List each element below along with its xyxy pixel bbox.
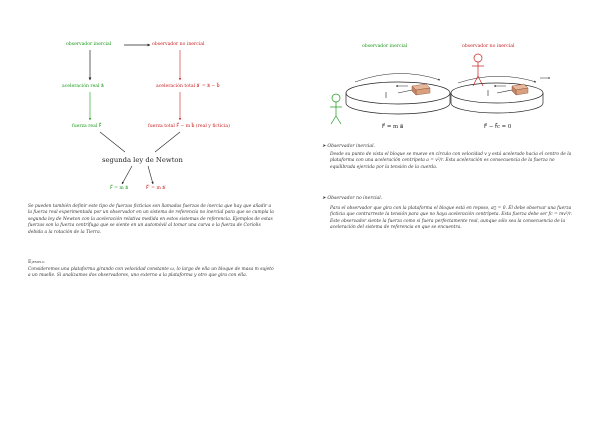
left-paragraph-1: Se pueden también definir este tipo de fuerzas ficticias son llamadas fuerzas de inercia que hay que añadir a la fuerza real experimentada por un observador en un sistema de referencia no inercial para que se cumpla la segunda ley de Newton con la aceleración relativa medida en estos sistemas de referencia. Ejemplos de estas fuerzas son la fuerza centrífuga que se siente en un automóvil al tomar una curva o la fuerza de Coriolis debida a la rotación de la Tierra. [28, 204, 274, 235]
noninertial-observer-figure [472, 54, 484, 86]
right-eq-inertial: F⃗ = m a⃗ [382, 124, 404, 130]
accel-inertial-label: aceleración real a⃗ [62, 84, 104, 89]
right-obs-inertial-label: observador inercial [362, 44, 408, 49]
force-real-label: fuerza real F⃗ [72, 124, 102, 129]
force-total-label: fuerza total F⃗ − m b⃗ (real y ficticia) [148, 124, 230, 129]
bullet-inertial-text: Observador inercial. [327, 144, 376, 149]
block-left [412, 84, 430, 95]
right-paragraph-2: Para el observador que gira con la plataforma el bloque está en reposo, a⃗ = 0. Él debe observar una fuerza ficticia que contrarreste la tensión para que no haya aceleración centrípeta. Esta fuerza debe ser fc = mv²/r. Este observador siente la fuerza como si fuera perfectamente real, aunque sólo sea la consecuencia de la aceleración del sistema de referencia en que se encuentra. [330, 206, 572, 231]
eq-inertial: F⃗ = m a⃗ [110, 186, 129, 191]
right-obs-noninertial-label: observador no inercial [462, 44, 515, 49]
platform-right [451, 76, 550, 113]
eq-noninertial: F⃗′ = m a⃗′ [146, 186, 167, 191]
accel-noninertial-label: aceleración total a⃗′ = a⃗ − b⃗ [156, 84, 220, 89]
right-paragraph-1: Desde su punto de vista el bloque se mueve en círculo con velocidad v y está acelerado hacia el centro de la plataforma con una aceleración centrípeta a = v²/r. Esta aceleración es consecuencia de la fuerza no equilibrada ejercida por la tensión de la cuerda. [330, 152, 572, 170]
platform-left [346, 73, 450, 114]
newton-law-label: segunda ley de Newton [102, 156, 183, 164]
bullet-noninertial-text: Observador no inercial. [327, 196, 383, 201]
left-paragraph-2: Consideremos una plataforma girando con velocidad constante ω, lo largo de ella un bloque de masa m sujeto a un muelle. Si analizamos dos observadores, uno externo a la plataforma y otro que gira con ella. [28, 267, 274, 279]
example-heading: Ejemplo [28, 260, 45, 265]
inertial-observer-figure [330, 94, 342, 124]
bullet-inertial: ➤ Observador inercial. [322, 144, 376, 149]
obs-noninertial-label: observador no inercial [152, 42, 205, 47]
bullet-noninertial: ➤ Observador no inercial. [322, 196, 383, 201]
obs-inertial-label: observador inercial [66, 42, 112, 47]
block-right [512, 84, 528, 95]
right-eq-noninertial: F⃗ − f⃗c = 0 [484, 124, 512, 130]
